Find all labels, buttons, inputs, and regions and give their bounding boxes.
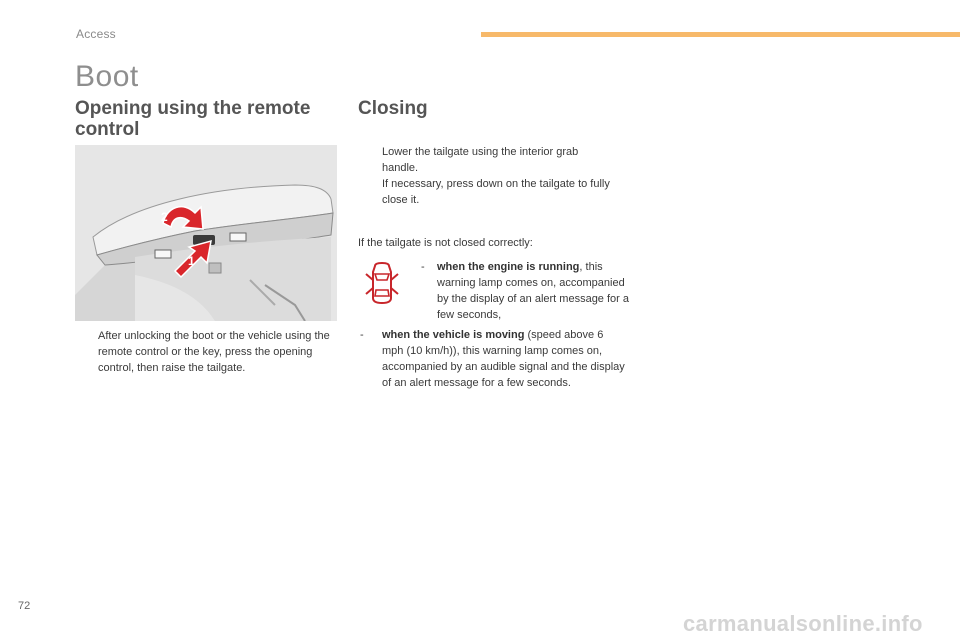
page-title: Boot (75, 60, 139, 93)
not-closed-intro: If the tailgate is not closed correctly: (358, 237, 533, 249)
closing-item-2 (360, 176, 615, 208)
closing-item-2-text: If necessary, press down on the tailgate to fully close it. (382, 178, 610, 206)
closing-item-1-text: Lower the tailgate using the interior grab handle. (382, 146, 579, 174)
tailgate-drawing (75, 145, 337, 321)
tailgate-illustration (75, 145, 337, 321)
section-title: Access (76, 27, 116, 41)
dash-marker: - (421, 261, 425, 273)
opening-instruction (76, 328, 341, 376)
closing-heading: Closing (358, 98, 428, 119)
tailgate-open-warning-icon (363, 262, 401, 304)
opening-instruction-text: After unlocking the boot or the vehicle using the remote control or the key, press the opening control, then raise the tailgate. (98, 330, 330, 374)
engine-running-label: when the engine is running (437, 261, 580, 273)
callout-label-1: 1 (188, 254, 195, 268)
dash-marker: - (360, 329, 364, 341)
vehicle-moving-item (360, 327, 625, 391)
callout-label-2: 2 (161, 210, 168, 224)
header-accent-bar (481, 32, 960, 37)
opening-heading: Opening using the remote control (75, 98, 311, 140)
closing-item-1 (360, 144, 615, 176)
vehicle-moving-label: when the vehicle is moving (382, 329, 525, 341)
page-number: 72 (18, 600, 31, 612)
engine-running-text: , this warning lamp comes on, accompanied by the display of an alert message for a few seconds, (437, 261, 629, 321)
watermark: carmanualsonline.info (683, 611, 923, 636)
engine-running-item (421, 259, 631, 323)
vehicle-moving-text: (speed above 6 mph (10 km/h)), this warning lamp comes on, accompanied by an audible signal and the display of an alert message for a few seconds. (382, 329, 625, 389)
